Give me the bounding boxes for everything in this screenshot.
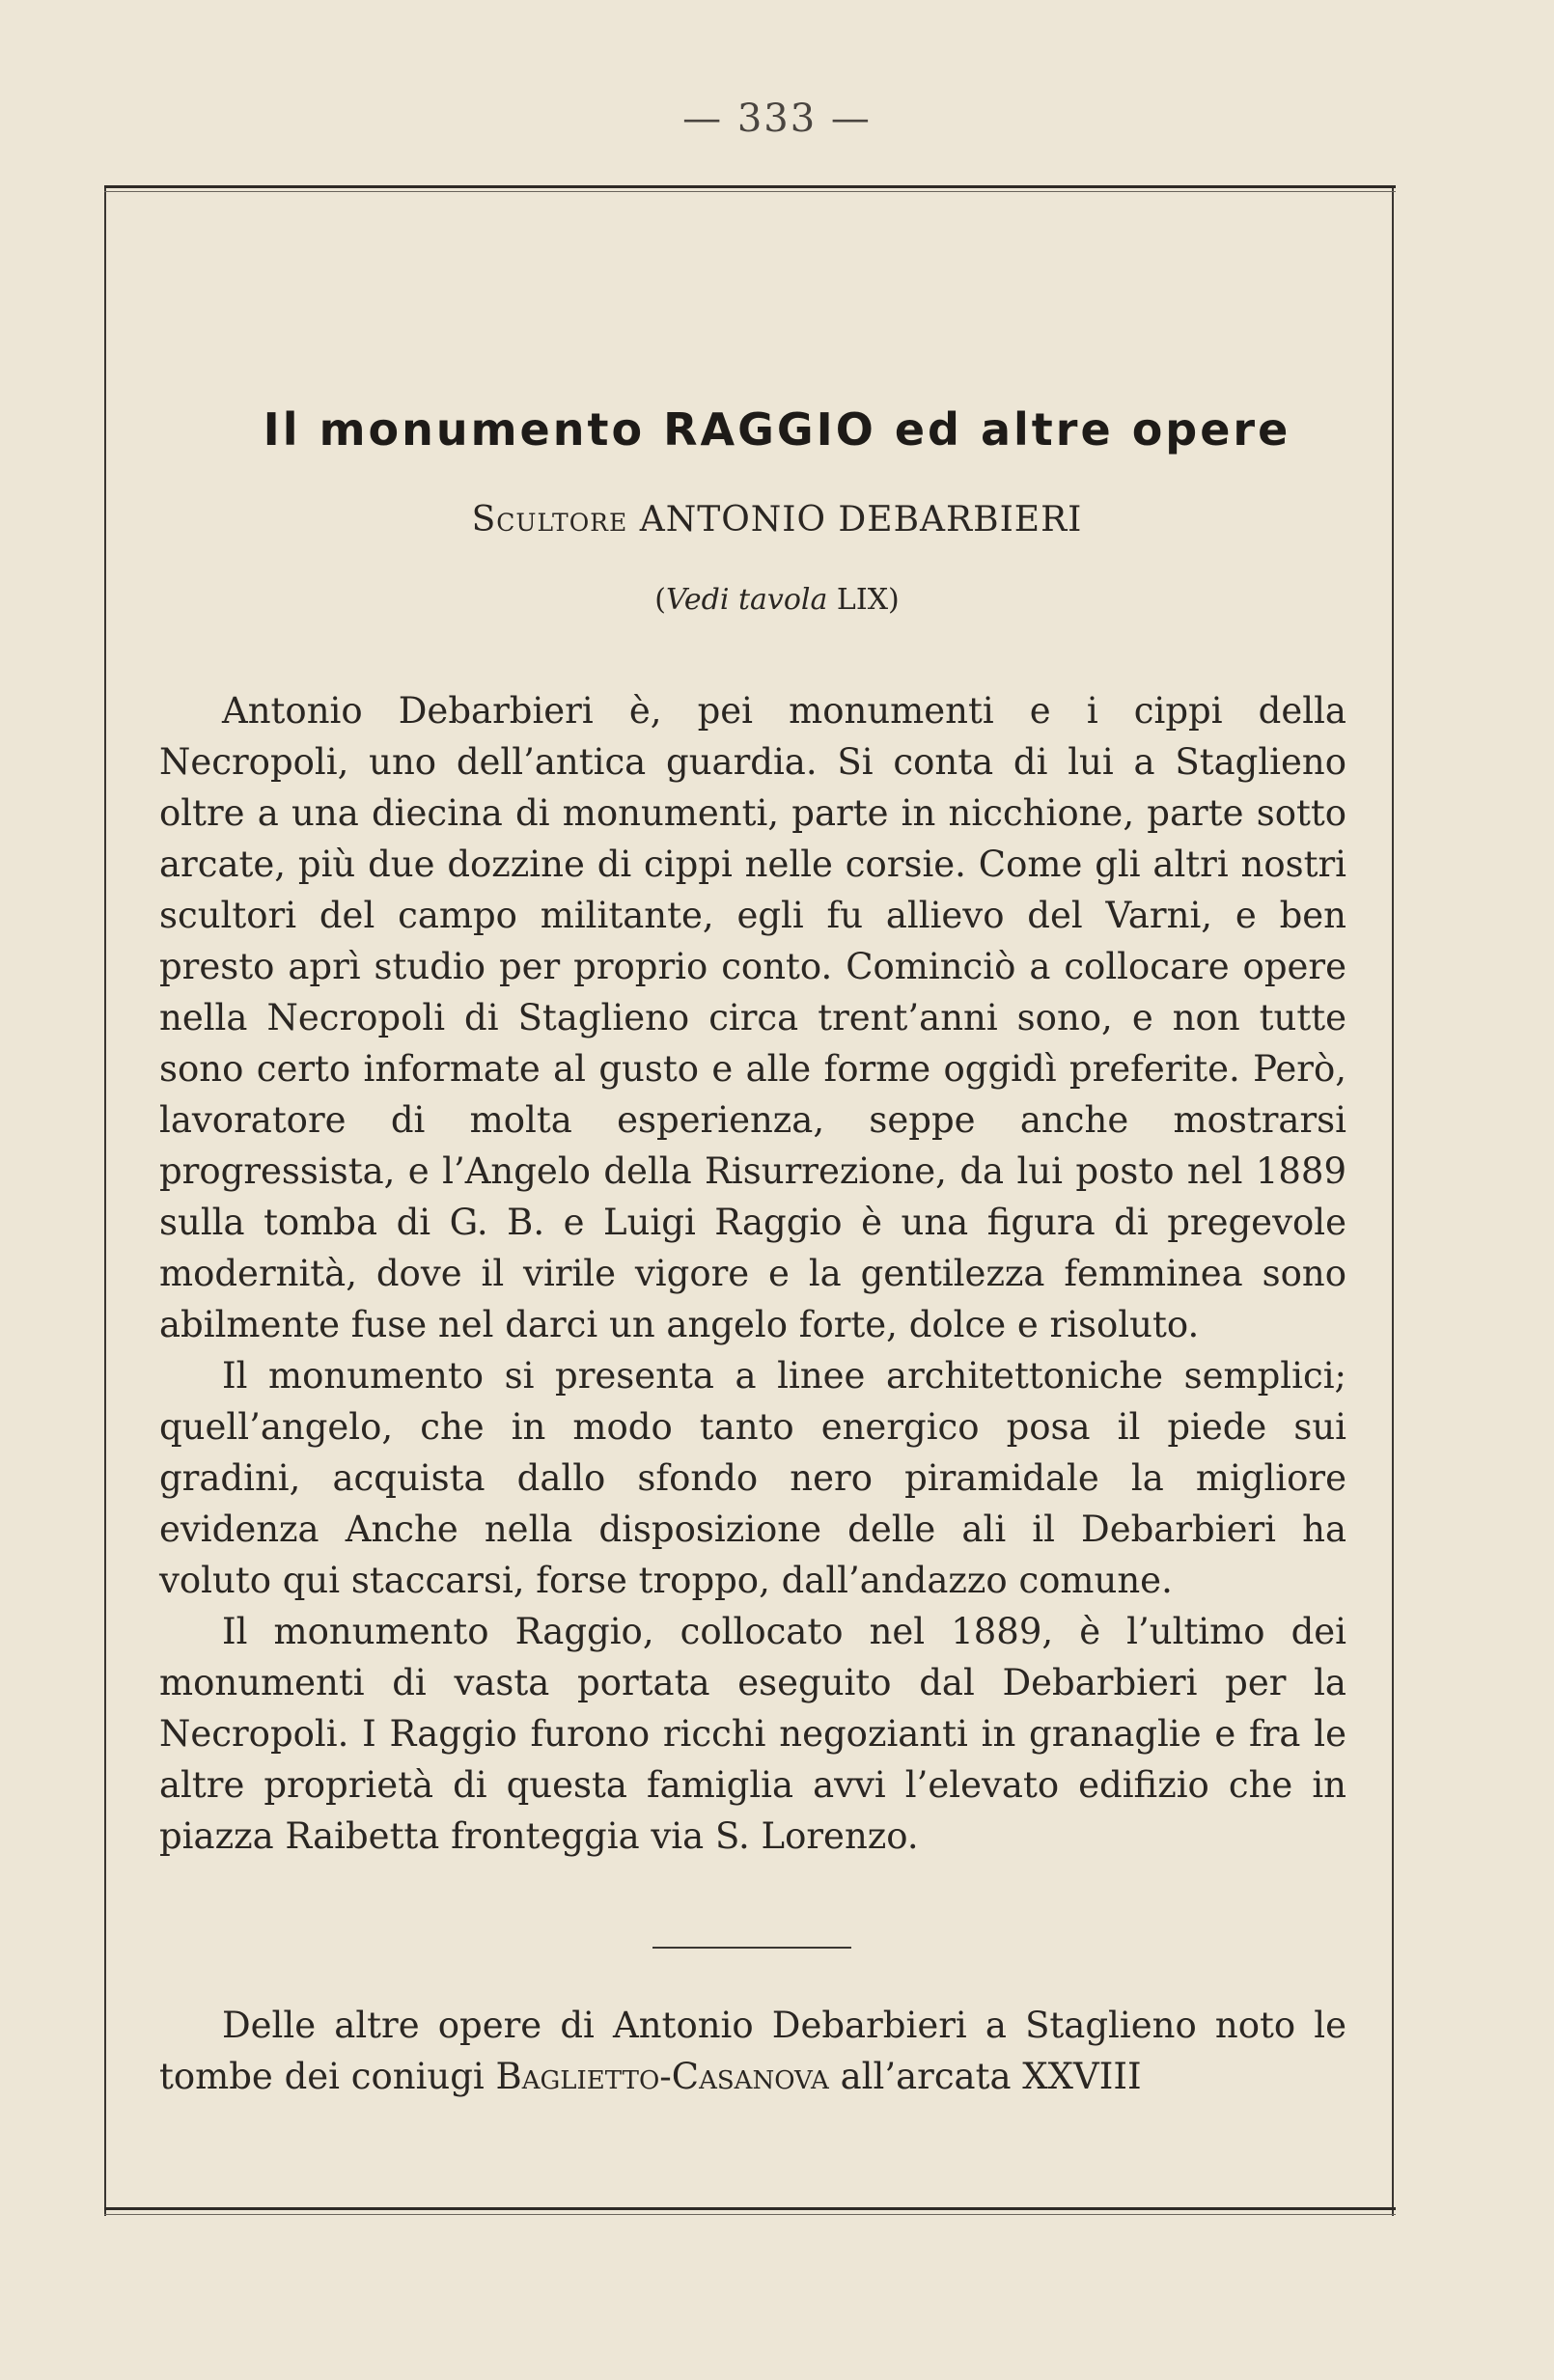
continuation-after: all’arcata XXVIII bbox=[828, 2056, 1142, 2097]
bottom-rule bbox=[104, 2207, 1396, 2210]
top-rule-thin bbox=[104, 191, 1396, 192]
paragraph-2: Il monumento si presenta a linee architettoniche semplici; quell’angelo, che in modo tanto energico posa il piede sui gradini, acquista dallo sfondo nero piramidale la migliore evidenza Anche nella disposizione delle ali il Debarbieri ha voluto qui staccarsi, forse troppo, dall’andazzo comune. bbox=[159, 1355, 1346, 1601]
top-rule bbox=[104, 185, 1396, 188]
bottom-rule-thin bbox=[104, 2214, 1396, 2215]
section-separator bbox=[652, 1947, 851, 1949]
paragraph-3: Il monumento Raggio, collocato nel 1889, è l’ultimo dei monumenti di vasta portata eseguito dal Debarbieri per la Necropoli. I Raggio furono ricchi negozianti in granaglie e fra le altre proprietà di questa famiglia avvi l’elevato edifizio che in piazza Raibetta fronteggia via S. Lorenzo. bbox=[159, 1611, 1346, 1857]
paragraph-1: Antonio Debarbieri è, pei monumenti e i cippi della Necropoli, uno dell’antica guardia. Si conta di lui a Staglieno oltre a una diecina di monumenti, parte in nicchione, parte sotto arcate, più due dozzine di cippi nelle corsie. Come gli altri nostri scultori del campo militante, egli fu allievo del Varni, e ben presto aprì studio per proprio conto. Cominciò a collocare opere nella Necropoli di Staglieno circa trent’anni sono, e non tutte sono certo informate al gusto e alle forme oggidì preferite. Però, lavoratore di molta esperienza, seppe anche mostrarsi progressista, e l’Angelo della Risurrezione, da lui posto nel 1889 sulla tomba di G. B. e Luigi Raggio è una figura di pregevole modernità, dove il virile vigore e la gentilezza femminea sono abilmente fuse nel darci un angelo forte, dolce e risoluto. bbox=[159, 690, 1346, 1345]
plate-reference bbox=[0, 583, 1554, 617]
continuation-paragraph bbox=[159, 2000, 1346, 2102]
article-subtitle bbox=[0, 500, 1554, 540]
plate-italic: Vedi tavola bbox=[665, 583, 828, 617]
continuation-text bbox=[159, 2000, 1346, 2102]
subtitle-name: ANTONIO DEBARBIERI bbox=[639, 500, 1083, 540]
plate-open: ( bbox=[654, 583, 666, 617]
article-body bbox=[159, 685, 1346, 1862]
subtitle-prefix: Scultore bbox=[471, 500, 628, 540]
plate-roman: LIX) bbox=[827, 583, 900, 617]
page-number: — 333 — bbox=[682, 97, 872, 141]
family-name: Baglietto-Casanova bbox=[495, 2056, 829, 2097]
continuation-before: Delle altre opere di Antonio Debarbieri a Staglieno noto le tombe dei coniugi bbox=[159, 2005, 1346, 2097]
article-title: Il monumento RAGGIO ed altre opere bbox=[263, 403, 1291, 456]
